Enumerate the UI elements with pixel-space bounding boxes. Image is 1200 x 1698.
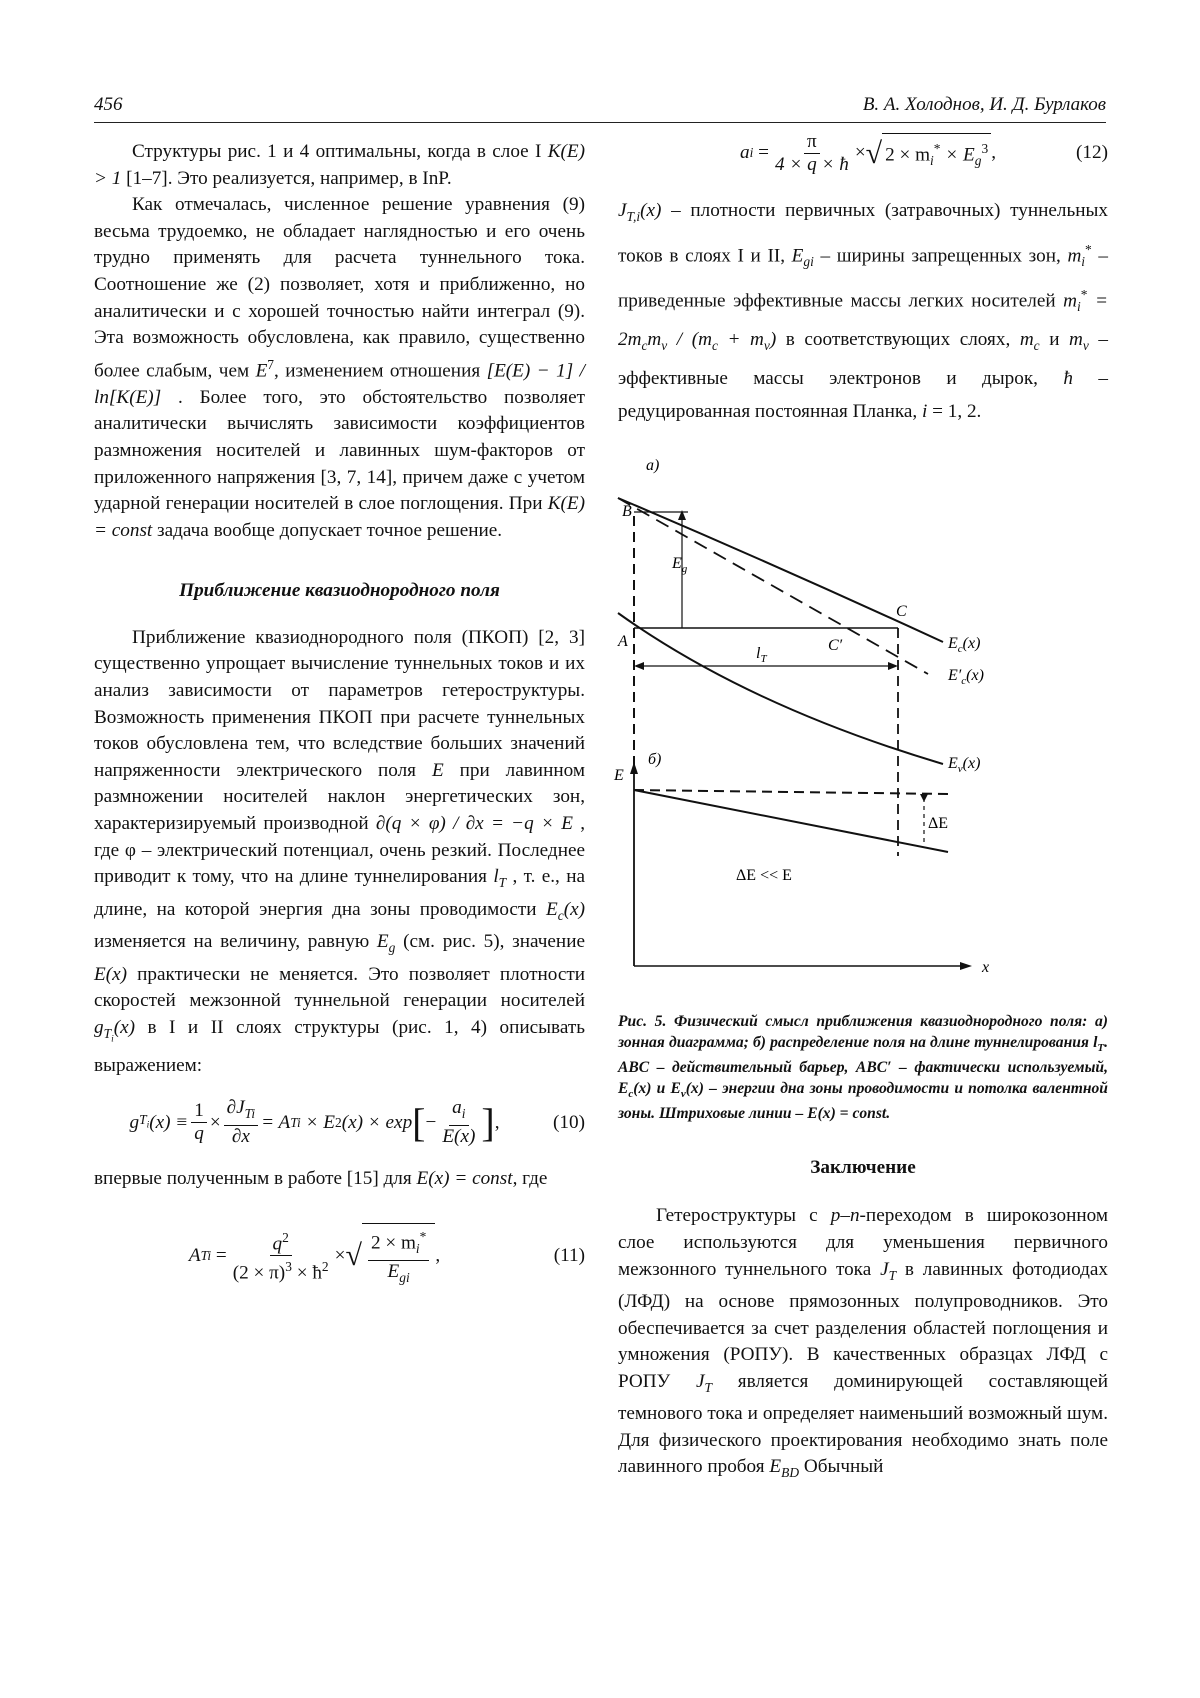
label-e-axis: E bbox=[614, 767, 624, 785]
e-const-dashed bbox=[634, 790, 948, 794]
running-header-authors: В. А. Холоднов, И. Д. Бурлаков bbox=[862, 94, 1106, 115]
section-heading: Заключение bbox=[810, 1156, 916, 1178]
page-number: 456 bbox=[94, 94, 123, 115]
x-axis-arrowhead bbox=[960, 962, 972, 970]
paragraph: $J_{T,i}(x)$ – плотности первичных (затравочных) туннельных токов в слоях I и II, $E_{gi}$ – ширины запрещенных зон, $m_i^*$ – приведенные эффективные массы легких носителей $m_i^* = 2m_cm_v / (m_c + m_v)$ в соответствующих слоях, $m_c$ и $m_v$ – эффективные массы электронов и дырок, ħ – редуцированная постоянная Планка, i = 1, 2. bbox=[618, 200, 1109, 423]
e-real-line bbox=[634, 790, 948, 852]
label-delta-e-note: ΔE << E bbox=[736, 867, 792, 885]
figure-5 bbox=[614, 446, 1108, 1006]
equation-number: (11) bbox=[553, 1244, 585, 1266]
label-delta-e: ΔE bbox=[928, 815, 949, 833]
label-point-a: A bbox=[618, 633, 628, 651]
equation-11: A Ti = $\frac{q^2}{(2 \times \pi)^3 \times ħ^2}$ × √ $\frac{2 \times m_i^*}{E_{gi}}$ , (11) bbox=[94, 1223, 585, 1289]
e-axis-arrowhead bbox=[630, 762, 638, 774]
label-point-b: B bbox=[622, 503, 632, 521]
equation-12: a i = $\frac{\pi}{4 \times q \times ħ}$ × √ $2 \times m_i^* \times E_g^3$ , (12) bbox=[739, 131, 1108, 175]
header-rule bbox=[94, 122, 1106, 123]
band-diagram bbox=[614, 446, 1108, 1006]
label-ec-prime: $E'_c(x)$ bbox=[948, 667, 984, 688]
label-panel-a: а) bbox=[646, 457, 660, 475]
lt-arrowhead-right bbox=[888, 662, 898, 670]
label-eg: $E_g$ bbox=[672, 555, 688, 576]
ec-curve bbox=[618, 498, 943, 642]
paragraph: Как отмечалась, численное решение уравнения (9) весьма трудоемко, не обладает наглядностью и его очень трудно применять для расчета туннельного тока. Соотношение же (2) позволяет, хотя и приближенно, но аналитически и с хорошей точностью найти интеграл (9). Эта возможность обусловлена, как правило, существенно более слабым, чем $E^7$, изменением отношения [E(E) − 1] / ln[K(E)] . Более того, это обстоятельство позволяет аналитически вычислять зависимости коэффициентов размножения носителей и лавинных шум-факторов от приложенного напряжения [3, 7, 14], причем даже с учетом ударной генерации носителей в слое поглощения. При K(E) = const задача вообще допускает точное решение. bbox=[94, 194, 585, 541]
label-point-c: C bbox=[896, 603, 907, 621]
equation-number: (12) bbox=[1076, 142, 1108, 164]
equation-10: g $T_i$ (x) ≡ $\frac{1}{q}$ × $\frac{\partial J_{Ti}}{\partial x}$ = A Ti × E 2 (x) × exp [ − $\frac{a_i}{E(x)}$ ] , (10) bbox=[129, 1097, 585, 1148]
left-column bbox=[94, 139, 585, 1307]
delta-e-arrowhead bbox=[920, 794, 928, 802]
label-ec: $E_c(x)$ bbox=[948, 635, 981, 656]
paragraph: Структуры рис. 1 и 4 оптимальны, когда в слое I K(E) > 1 [1–7]. Это реализуется, например, в InP. bbox=[94, 141, 585, 189]
paragraph: Гетероструктуры с p–n-переходом в широкозонном слое используются для уменьшения первичного межзонного туннельного тока $J_T$ в лавинных фотодиодах (ЛФД) на основе прямозонных полупроводников. Это обеспечивается за счет разделения областей поглощения и умножения (РОПУ). В качественных образцах ЛФД с РОПУ $J_T$ является доминирующей составляющей темнового тока и определяет наименьший возможный шум. Для физического проектирования необходимо знать поле лавинного пробоя $E_{BD}$ Обычный bbox=[618, 1205, 1108, 1481]
lt-arrowhead-left bbox=[634, 662, 644, 670]
right-column bbox=[614, 131, 1109, 1487]
ev-curve bbox=[618, 613, 943, 764]
label-point-c-prime: C′ bbox=[828, 637, 843, 655]
label-x-axis: x bbox=[982, 959, 990, 977]
section-heading: Приближение квазиоднородного поля bbox=[179, 580, 500, 602]
label-ev: $E_v(x)$ bbox=[948, 755, 981, 776]
paragraph: Приближение квазиоднородного поля (ПКОП) [2, 3] существенно упрощает вычисление туннельных токов и их анализ зависимости от параметров гетероструктуры. Возможность применения ПКОП при расчете туннельных токов обусловлена тем, что вследствие больших значений напряженности электрического поля E при лавинном размножении носителей наклон энергетических зон, характеризируемый производной ∂(q × φ) / ∂x = −q × E , где φ – электрический потенциал, очень резкий. Последнее приводит к тому, что на длине туннелирования $l_T$ , т. е., на длине, на которой энергия дна зоны проводимости $E_c(x)$ изменяется на величину, равную $E_g$ (см. рис. 5), значение E(x) практически не меняется. Это позволяет плотности скоростей межзонной туннельной генерации носителей $g_{T_i}(x)$ в I и II слоях структуры (рис. 1, 4) описывать выражением: bbox=[94, 626, 586, 1076]
equation-number: (10) bbox=[553, 1111, 585, 1133]
label-lt: $l_T$ bbox=[756, 645, 767, 666]
paragraph: впервые полученным в работе [15] для E(x) = const, где bbox=[94, 1168, 548, 1190]
label-panel-b: б) bbox=[648, 751, 662, 769]
figure-caption: Рис. 5. Физический смысл приближения квазиоднородного поля: а) зонная диаграмма; б) распределение поля на длине туннелирования $l_T$. ABC – действительный барьер, ABC′ – фактически используемый, $E_c(x)$ и $E_v(x)$ – энергии дна зоны проводимости и потолка валентной зоны. Штриховые линии – E(x) = const. bbox=[618, 1013, 1108, 1123]
ec-prime-dashed bbox=[618, 498, 928, 674]
